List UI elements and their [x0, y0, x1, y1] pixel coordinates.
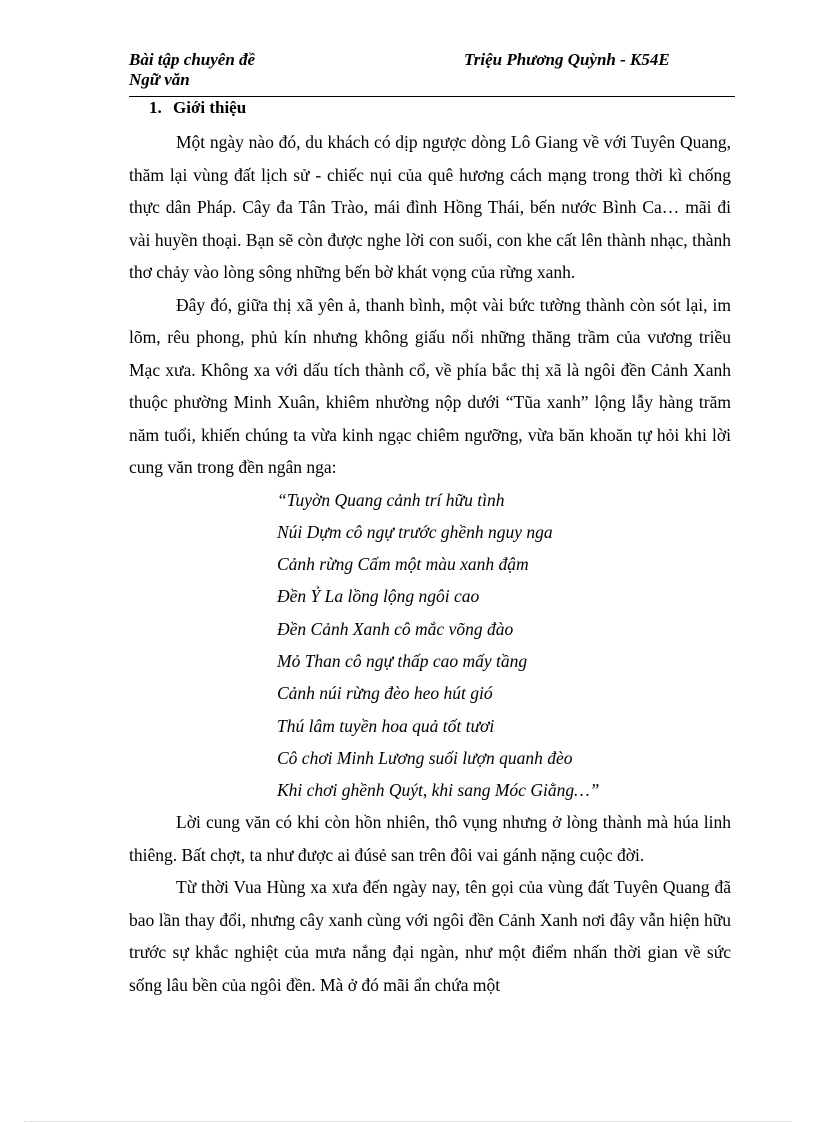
page-bottom-divider	[24, 1121, 792, 1122]
poem-line: Thú lâm tuyền hoa quả tốt tươi	[277, 715, 495, 736]
poem-line: Khi chơi ghềnh Quýt, khi sang Móc Giằng…”	[277, 780, 600, 801]
section-heading	[129, 94, 731, 126]
poem-block	[129, 484, 731, 807]
poem-line: Cô chơi Minh Lương suối lượn quanh đèo	[277, 747, 573, 768]
poem-line: Cảnh rừng Cấm một màu xanh đậm	[277, 554, 529, 575]
paragraph: Một ngày nào đó, du khách có dịp ngược dòng Lô Giang về với Tuyên Quang, thăm lại vùng đất lịch sử - chiếc nụi của quê hương cách mạng trong thời kì chống thực dân Pháp. Cây đa Tân Trào, mái đình Hồng Thái, bến nước Bình Ca… mãi đi vài huyền thoại. Bạn sẽ còn được nghe lời con suối, con khe cất lên thành nhạc, thành thơ chảy vào lòng sông những bến bờ khát vọng của rừng xanh.	[129, 132, 731, 282]
paragraph: Đây đó, giữa thị xã yên ả, thanh bình, một vài bức tường thành còn sót lại, im lõm, rêu phong, phủ kín nhưng không giấu nổi những thăng trầm của vương triều Mạc xưa. Không xa với dấu tích thành cổ, về phía bắc thị xã là ngôi đền Cảnh Xanh thuộc phường Minh Xuân, khiêm nhường nộp dưới “Tũa xanh” lộng lẫy hàng trăm năm tuổi, khiến chúng ta vừa kinh ngạc chiêm ngưỡng, vừa băn khoăn tự hỏi khi lời cung văn trong đền ngân nga:	[129, 294, 731, 477]
poem-line: Đền Ỷ La lồng lộng ngôi cao	[277, 586, 480, 607]
poem-line: Cảnh núi rừng đèo heo hút gió	[277, 683, 493, 704]
page-header	[129, 50, 735, 97]
document-body	[129, 94, 731, 1001]
poem-line: Núi Dựm cô ngự trước ghềnh nguy nga	[277, 521, 553, 542]
header-course	[129, 50, 255, 90]
header-course-line2: Ngữ văn	[129, 70, 190, 89]
poem-line: Mỏ Than cô ngự thấp cao mấy tầng	[277, 650, 528, 671]
poem-line: “Tuyờn Quang cảnh trí hữu tình	[277, 489, 505, 510]
paragraph: Từ thời Vua Hùng xa xưa đến ngày nay, tên gọi của vùng đất Tuyên Quang đã bao lần thay đổi, nhưng cây xanh cùng với ngôi đền Cảnh Xanh nơi đây vẫn hiện hữu trước sự khắc nghiệt của mưa nắng đại ngàn, như một điểm nhấn thời gian về sức sống lâu bền của ngôi đền. Mà ở đó mãi ẩn chứa một	[129, 877, 731, 995]
header-author: Triệu Phương Quỳnh - K54E	[464, 50, 670, 69]
paragraph: Lời cung văn có khi còn hồn nhiên, thô vụng nhưng ở lòng thành mà húa linh thiêng. Bất chợt, ta như được ai đúsẻ san trên đôi vai gánh nặng cuộc đời.	[129, 812, 731, 865]
section-number: 1.	[149, 98, 162, 117]
poem-line: Đền Cảnh Xanh cô mắc võng đào	[277, 618, 514, 639]
section-title: Giới thiệu	[173, 98, 247, 117]
header-course-line1: Bài tập chuyên đề	[129, 50, 256, 69]
